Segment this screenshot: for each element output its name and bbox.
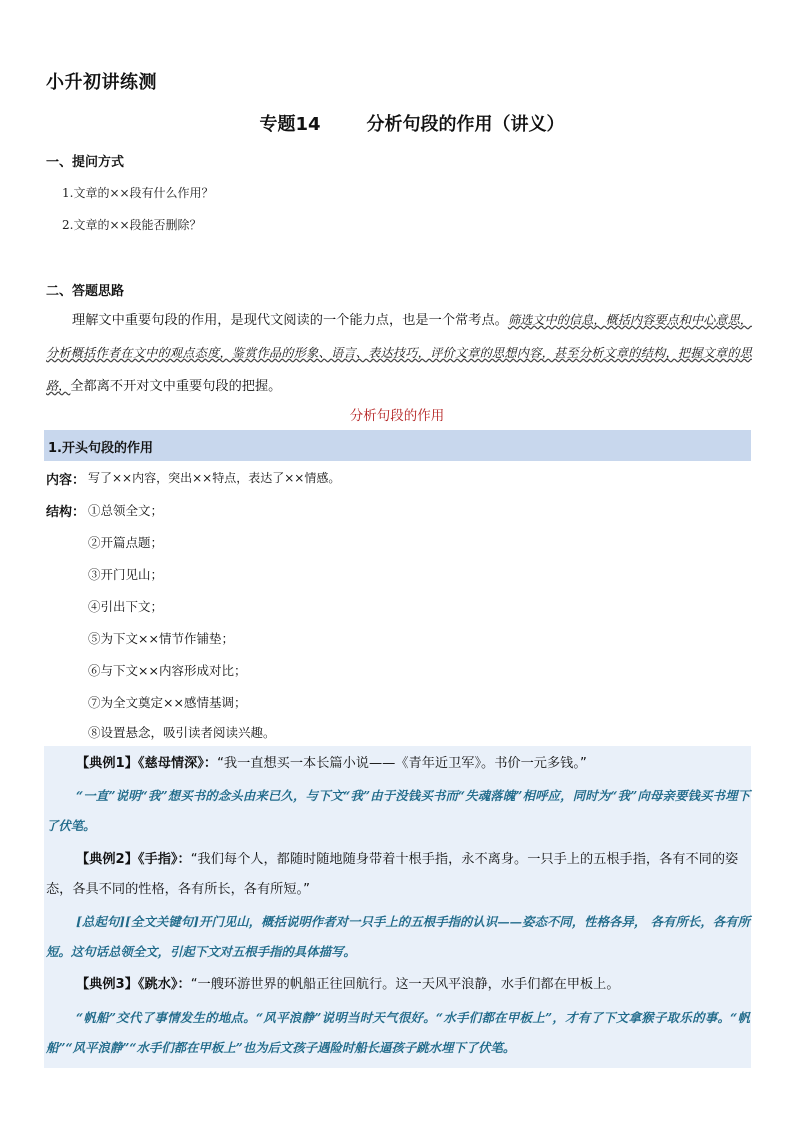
example-source: 《手指》： <box>137 852 191 867</box>
example-quote: “我一直想买一本长篇小说——《青年近卫军》。书价一元多钱。” <box>217 756 587 771</box>
question-2: 2.文章的××段能否删除？ <box>62 218 202 232</box>
series-title: 小升初讲练测 <box>46 72 157 93</box>
example-2-analysis: [总起句][全文关键句]开门见山，概括说明作者对一只手上的五根手指的认识——姿态不同，性格各异， 各有所长，各有所短。这句话总领全文，引起下文对五根手指的具体描写。 <box>46 914 750 959</box>
structure-item: ③开门见山； <box>88 567 164 582</box>
example-tag: 【典例1】 <box>76 756 138 771</box>
example-tag: 【典例2】 <box>76 852 138 867</box>
part1-heading: 1.开头句段的作用 <box>48 441 153 456</box>
topic-title: 分析句段的作用（讲义） <box>366 114 565 135</box>
example-tag: 【典例3】 <box>76 977 138 992</box>
structure-item: ①总领全文； <box>88 503 164 518</box>
example-1-analysis: “一直”说明“我”想买书的念头由来已久，与下文“我”由于没钱买书而“失魂落魄”相呼应，同时为“我”向母亲要钱买书埋下了伏笔。 <box>46 788 750 833</box>
structure-item: ⑤为下文××情节作铺垫； <box>88 631 234 646</box>
example-source: 《慈母情深》： <box>137 756 218 771</box>
structure-label: 结构： <box>46 505 86 520</box>
example-quote: “一艘环游世界的帆船正往回航行。这一天风平浪静，水手们都在甲板上。 <box>190 977 620 992</box>
answer-approach-paragraph <box>46 304 752 403</box>
example-quote: “我们每个人，都随时随地随身带着十根手指，永不离身。一只手上的五根手指，各有不同的姿态，各具不同的性格，各有所长，各有所短。” <box>46 852 739 897</box>
example-3-analysis: “帆船”交代了事情发生的地点。“风平浪静”说明当时天气很好。“水手们都在甲板上”，才有了下文拿猴子取乐的事。“帆船”“风平浪静”“水手们都在甲板上”也为后文孩子遇险时船长逼孩子跳水埋下了伏笔。 <box>46 1010 750 1055</box>
structure-item: ⑦为全文奠定××感情基调； <box>88 695 247 710</box>
paragraph-underlined: 筛选文中的信息，概括内容要点和中心意思，分析概括作者在文中的观点态度，鉴赏作品的形象、语言、表达技巧，评价文章的思想内容，甚至分析文章的结构，把握文章的思路， <box>46 313 752 393</box>
content-label: 内容： <box>46 473 86 488</box>
example-1-quote <box>46 749 750 779</box>
page-title <box>0 110 794 136</box>
part1-heading-band <box>44 430 751 461</box>
structure-item: ⑧设置悬念，吸引读者阅读兴趣。 <box>88 725 276 740</box>
content-text: 写了××内容，突出××特点，表达了××情感。 <box>88 471 341 485</box>
structure-item: ②开篇点题； <box>88 535 164 550</box>
paragraph-plain: 理解文中重要句段的作用，是现代文阅读的一个能力点，也是一个常考点。 <box>72 313 508 328</box>
example-2-quote <box>46 845 750 905</box>
paragraph-end: 全都离不开对文中重要句段的把握。 <box>70 379 282 394</box>
subtitle: 分析句段的作用 <box>349 408 445 424</box>
section2-heading: 二、答题思路 <box>46 284 125 299</box>
structure-item: ④引出下文； <box>88 599 164 614</box>
topic-number: 专题14 <box>259 114 321 135</box>
section1-heading: 一、提问方式 <box>46 155 125 170</box>
structure-item: ⑥与下文××内容形成对比； <box>88 663 247 678</box>
question-1: 1.文章的××段有什么作用？ <box>62 186 214 200</box>
example-3-quote <box>46 970 750 1000</box>
example-source: 《跳水》： <box>137 977 191 992</box>
